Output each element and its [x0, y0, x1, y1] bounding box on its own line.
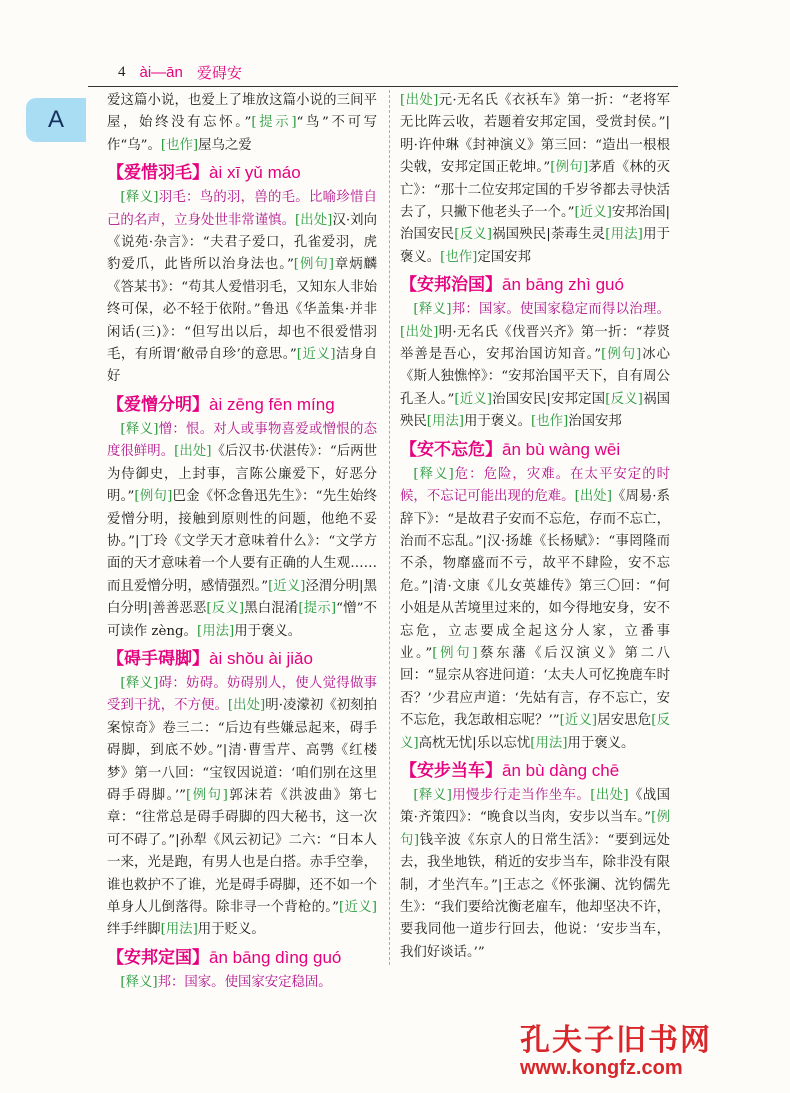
right-column: [400, 90, 670, 964]
entry-body-continued: [出处]元·无名氏《衣袄车》第一折：“老将军无比阵云收，若题着安邦定国，受赏封侯。”|明·许仲琳《封神演义》第三回：“造出一根根尖戟，安邦定国正乾坤。”[例句]茅盾《林的灭亡》：“那十二位安邦定国的千岁爷都去寻快活去了，只撇下他老头子一个。”[近义]安邦治国|治国安民[反义]祸国殃民|荼毒生灵[用法]用于褒义。[也作]定国安邦: [400, 93, 671, 265]
header-rule: [88, 86, 678, 87]
watermark-url: www.kongfz.com: [520, 1057, 683, 1079]
entry-pinyin: ài shǒu ài jiǎo: [209, 648, 313, 668]
entry-pinyin: ān bāng zhì guó: [502, 275, 624, 295]
left-column: [107, 90, 377, 994]
header-character-range: 爱碍安: [196, 63, 242, 82]
header-pinyin-range: ài—ān: [139, 63, 183, 81]
letter-tab: [26, 98, 86, 142]
entry-body: [释义]用慢步行走当作坐车。[出处]《战国策·齐策四》：“晚食以当肉，安步以当车。”[例句]钱辛波《东京人的日常生活》：“要到远处去，我坐地铁，稍近的安步当车，除非没有限制，才坐汽车。”|王志之《怀张澜、沈钧儒先生》：“我们要给沈衡老雇车，他却坚决不许，要我同他一道步行回去，他说：‘安步当车，我们好谈话。’”: [400, 787, 671, 960]
continued-entry: 爱这篇小说，也爱上了堆放这篇小说的三间平屋，始终没有忘怀。”[提示]“鸟”不可写作“乌”。[也作]屋乌之爱: [107, 93, 377, 153]
entry-body: [释义]憎：恨。对人或事物喜爱或憎恨的态度很鲜明。[出处]《后汉书·伏湛传》：“后两世为侍御史，上封事，言陈公廉爱下，好恶分明。”[例句]巴金《怀念鲁迅先生》：“先生始终爱憎分明，接触到原则性的问题，他绝不妥协。”|丁玲《文学天才意味着什么》：“文学方面的天才意味着一个人要有正确的人生观……而且爱憎分明，感情强烈。”[近义]泾渭分明|黑白分明|善善恶恶[反义]黑白混淆[提示]“憎”不可读作 zèng。[用法]用于褒义。: [107, 421, 378, 639]
entry-pinyin: ān bù dàng chē: [502, 760, 620, 780]
page-number: 4: [118, 63, 126, 80]
entry-headword-anbu-dangche: 【安步当车】ān bù dàng chē: [400, 760, 620, 781]
entry-body: [释义]碍：妨碍。妨碍别人，使人觉得做事受到干扰，不方便。[出处]明·凌濛初《初刻拍案惊奇》卷三二：“后边有些嫌忌起来，碍手碍脚，到底不妙。”|清·曹雪芹、高鹗《红楼梦》第一八回：“宝钗因说道：‘咱们别在这里碍手碍脚。’”[例句]郭沫若《洪波曲》第七章：“往常总是碍手碍脚的四大秘书，这一次可不碍了。”|孙犁《风云初记》二六：“日本人一来，光是跑，有男人也是白搭。赤手空拳，谁也救护不了谁，光是碍手碍脚，还不如一个单身人儿倒落得。除非寻一个背枪的。”[近义]绊手绊脚[用法]用于贬义。: [107, 675, 378, 938]
column-divider: [389, 90, 391, 965]
entry-headword-anbu-wangwei: 【安不忘危】ān bù wàng wēi: [400, 439, 621, 460]
letter-tab-label: A: [47, 106, 64, 133]
entry-pinyin: ài xī yǔ máo: [209, 163, 301, 183]
watermark: [520, 1015, 780, 1085]
entry-headword-anbang-zhiguo: 【安邦治国】ān bāng zhì guó: [400, 275, 624, 296]
entry-pinyin: ān bù wàng wēi: [502, 439, 621, 459]
entry-body: [释义]羽毛：鸟的羽，兽的毛。比喻珍惜自己的名声，立身处世非常谨慎。[出处]汉·刘向《说苑·杂言》：“夫君子爱口，孔雀爱羽，虎豹爱爪，此皆所以治身法也。”[例句]章炳麟《答某书》：“苟其人爱惜羽毛，又知东人非始终可保，必不轻于依附。”鲁迅《华盖集·并非闲话(三)》：“但写出以后，却也不很爱惜羽毛，有所谓‘敝帚自珍’的意思。”[近义]洁身自好: [107, 190, 378, 385]
entry-headword-aixi-yumao: 【爱惜羽毛】ài xī yǔ máo: [107, 163, 301, 184]
entry-body: [释义]邦：国家。使国家稳定而得以治理。[出处]明·无名氏《伐晋兴齐》第一折：“荐贤举善是吾心，安邦治国访知音。”[例句]冰心《斯人独憔悴》：“安邦治国平天下，自有周公孔圣人。”[近义]治国安民|安邦定国[反义]祸国殃民[用法]用于褒义。[也作]治国安邦: [400, 302, 671, 430]
entry-headword-aishou-aijiao: 【碍手碍脚】ài shǒu ài jiǎo: [107, 648, 313, 669]
entry-body: [释义]危：危险，灾难。在太平安定的时候，不忘记可能出现的危难。[出处]《周易·系辞下》：“是故君子安而不忘危，存而不忘亡，治而不忘乱。”|汉·扬雄《长杨赋》：“事罔隆而不杀，物靡盛而不亏，故平不肆险，安不忘危。”|清·文康《儿女英雄传》第三〇回：“何小姐是从苦境里过来的，如今得地安身，安不忘危，立志要成全起这分人家，立番事业。”[例句]蔡东藩《后汉演义》第二八回：“显宗从容进问道：‘太夫人可忆挽鹿车时否？’少君应声道：‘先姑有言，存不忘亡，安不忘危，我怎敢相忘呢？’”[近义]居安思危[反义]高枕无忧|乐以忘忧[用法]用于褒义。: [400, 466, 671, 751]
entry-headword-aizeng-fenming: 【爱憎分明】ài zēng fēn míng: [107, 394, 335, 415]
entry-headword-anbang-dingguo: 【安邦定国】ān bāng dìng guó: [107, 947, 342, 968]
watermark-title: 孔夫子旧书网: [520, 1023, 712, 1058]
entry-pinyin: ài zēng fēn míng: [209, 394, 335, 414]
entry-pinyin: ān bāng dìng guó: [209, 947, 342, 967]
entry-body: [释义]邦：国家。使国家安定稳固。: [120, 974, 332, 990]
page-header: [118, 58, 678, 86]
